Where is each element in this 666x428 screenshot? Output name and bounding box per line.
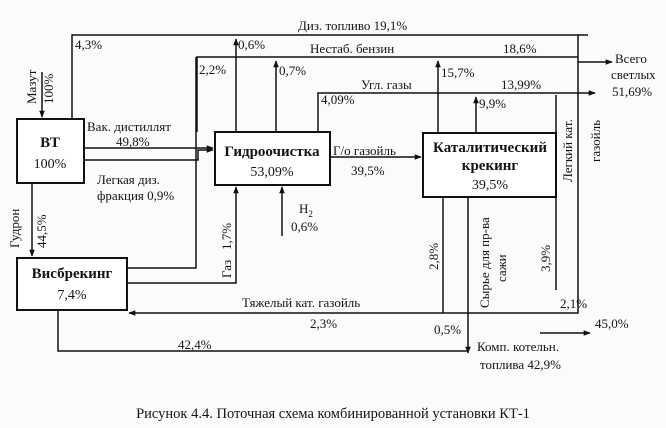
hydrotreating-unit-value: 53,09% bbox=[250, 165, 294, 180]
value-3-9-group bbox=[538, 245, 553, 272]
catalytic-cracking-name-line1: Каталитический bbox=[433, 140, 547, 156]
light-diesel-label-line2: фракция 0,9% bbox=[97, 188, 175, 203]
value-3-9: 3,9% bbox=[538, 244, 553, 272]
value-0-5: 0,5% bbox=[434, 322, 462, 337]
value-2-8-group bbox=[426, 243, 441, 270]
hydrogen-subscript: 2 bbox=[308, 209, 313, 219]
nestab-value: 18,6% bbox=[503, 41, 537, 56]
diesel-label: Диз. топливо 19,1% bbox=[298, 18, 408, 33]
hydrogen-symbol: H bbox=[299, 201, 309, 216]
light-gasoil-label-line2-group bbox=[588, 120, 603, 162]
heavy-gasoil-value: 2,3% bbox=[310, 316, 338, 331]
gas-label: Газ bbox=[219, 259, 234, 278]
nestab-label: Нестаб. бензин bbox=[310, 41, 395, 56]
light-gasoil-label-line1: Легкий кат. bbox=[560, 119, 575, 182]
gas-value: 1,7% bbox=[219, 222, 234, 250]
figure-caption: Рисунок 4.4. Поточная схема комбинированной установки КТ-1 bbox=[136, 406, 530, 422]
value-15-7: 15,7% bbox=[441, 65, 475, 80]
light-gasoil-label-line2: газойль bbox=[588, 119, 603, 162]
boiler-label-line1: Комп. котельн. bbox=[477, 339, 560, 354]
visb-to-boiler-line bbox=[58, 310, 468, 351]
vt-unit-name: ВТ bbox=[40, 135, 60, 151]
value-4-3: 4,3% bbox=[75, 37, 103, 52]
total-light-line3: 51,69% bbox=[612, 84, 653, 99]
hydrogen-label bbox=[299, 201, 313, 219]
gas-value-group bbox=[219, 223, 234, 250]
coalgas-value: 13,99% bbox=[501, 77, 542, 92]
nestab-line bbox=[197, 57, 578, 132]
gas-label-group bbox=[219, 260, 234, 278]
visbreaking-unit-value: 7,4% bbox=[57, 288, 87, 303]
catalytic-cracking-value: 39,5% bbox=[471, 178, 509, 193]
vt-unit-value: 100% bbox=[33, 157, 67, 172]
heavy-gasoil-label: Тяжелый кат. газойль bbox=[242, 295, 361, 310]
feed-label-line2-group bbox=[494, 254, 509, 282]
mazut-label-group bbox=[24, 69, 39, 104]
mazut-label: Мазут bbox=[24, 69, 39, 104]
out-45-value: 45,0% bbox=[595, 316, 629, 331]
vac-distillate-value: 49,8% bbox=[116, 134, 150, 149]
boiler-label-line2: топлива 42,9% bbox=[480, 357, 561, 372]
visbreaking-unit bbox=[17, 258, 127, 310]
total-light-line2: светлых bbox=[611, 67, 656, 82]
gudron-label-group bbox=[7, 209, 22, 248]
gudron-value-group bbox=[34, 214, 49, 248]
value-9-9: 9,9% bbox=[479, 96, 507, 111]
value-42-4: 42,4% bbox=[178, 337, 212, 352]
value-0-6a: 0,6% bbox=[238, 37, 266, 52]
coalgas-label: Угл. газы bbox=[361, 77, 412, 92]
total-light-line1: Всего bbox=[615, 51, 647, 66]
feed-label-line1: Сырье для пр-ва bbox=[477, 217, 492, 308]
value-2-1: 2,1% bbox=[560, 296, 588, 311]
visbreaking-unit-name: Висбрекинг bbox=[31, 266, 113, 282]
mazut-value-group bbox=[41, 74, 56, 105]
gudron-label: Гудрон bbox=[7, 208, 22, 248]
hydrotreating-unit-name: Гидроочистка bbox=[224, 144, 320, 160]
mazut-value: 100% bbox=[41, 73, 56, 104]
value-0-7: 0,7% bbox=[279, 63, 307, 78]
hydrotreating-unit bbox=[215, 132, 330, 185]
feed-label-line1-group bbox=[477, 217, 492, 308]
catalytic-cracking-unit bbox=[423, 133, 556, 197]
coalgas-line bbox=[318, 93, 595, 132]
vac-distillate-label: Вак. дистиллят bbox=[87, 119, 171, 134]
value-2-2: 2,2% bbox=[199, 62, 227, 77]
value-2-8: 2,8% bbox=[426, 242, 441, 270]
light-diesel-label-line1: Легкая диз. bbox=[97, 172, 160, 187]
light-gasoil-label-line1-group bbox=[560, 119, 575, 182]
catalytic-cracking-name-line2: крекинг bbox=[461, 158, 519, 174]
hydro-gasoil-value: 39,5% bbox=[351, 163, 385, 178]
feed-label-line2: сажи bbox=[494, 254, 509, 282]
light-diesel-arrow bbox=[84, 150, 213, 160]
vt-unit bbox=[17, 119, 84, 183]
hydro-gasoil-label: Г/о газойль bbox=[333, 143, 396, 158]
value-4-09: 4,09% bbox=[321, 92, 355, 107]
hydrogen-value: 0,6% bbox=[291, 219, 319, 234]
gudron-value: 44,5% bbox=[34, 214, 49, 248]
visb-to-diesel-line bbox=[127, 57, 196, 268]
